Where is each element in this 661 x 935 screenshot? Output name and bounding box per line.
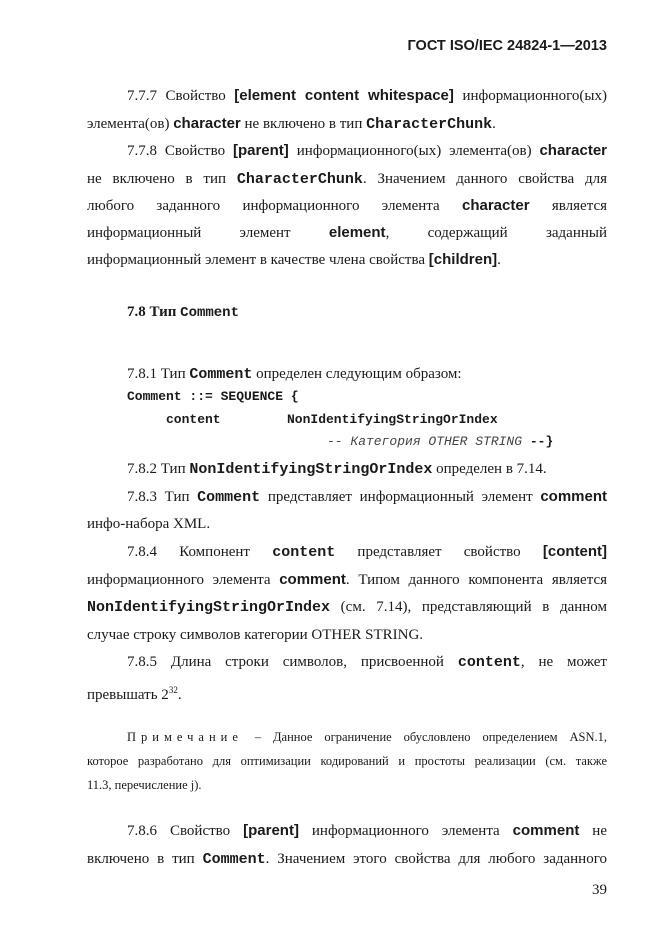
- term-comment: comment: [540, 488, 607, 505]
- text: 7.8.1 Тип: [127, 366, 190, 382]
- paragraph-7-8-4-line-3: [87, 597, 607, 617]
- type-name: Comment: [180, 305, 239, 321]
- note-line-3: 11.3, перечисление j).: [87, 778, 202, 792]
- heading-text: 7.8 Тип: [127, 304, 181, 320]
- text: .: [497, 252, 501, 268]
- note-text: – Данное ограничение обусловлено определением ASN.1,: [242, 730, 607, 744]
- text: 7.8.4 Компонент: [127, 544, 273, 560]
- text: элемента(ов): [87, 116, 174, 132]
- text: определен в 7.14.: [432, 461, 547, 477]
- text: представляет информационный элемент: [260, 489, 541, 505]
- text: 7.8.3 Тип: [127, 489, 198, 505]
- text: определен следующим образом:: [252, 366, 462, 382]
- text: 7.7.7 Свойство: [127, 88, 235, 104]
- text: информационный элемент в качестве члена свойства: [87, 252, 429, 268]
- exponent: 32: [168, 685, 178, 695]
- text: превышать 2: [87, 687, 169, 703]
- paragraph-7-8-4-line-4: случае строку символов категории OTHER STRING.: [87, 627, 424, 643]
- text: , не может: [520, 654, 607, 670]
- property-name: [element content whitespace]: [234, 87, 454, 104]
- text: не: [579, 823, 607, 839]
- paragraph-7-8-5-line-1: [127, 652, 607, 672]
- term-element: element: [328, 224, 386, 241]
- page-number: 39: [592, 882, 607, 898]
- text: 7.8.2 Тип: [127, 461, 190, 477]
- text: не включено в тип: [240, 116, 367, 132]
- paragraph-7-7-8-line-3: [87, 196, 607, 216]
- paragraph-7-7-8-line-1: [127, 141, 607, 161]
- text: включено в тип: [87, 851, 203, 867]
- paragraph-7-8-6-line-1: [127, 821, 607, 841]
- term-character: character: [173, 115, 241, 132]
- paragraph-7-7-7-line-2: [87, 114, 607, 135]
- paragraph-7-8-5-line-2: [87, 680, 607, 705]
- code-comment: -- Категория OTHER STRING: [327, 434, 523, 449]
- paragraph-7-7-8-line-2: [87, 169, 607, 189]
- property-name: [children]: [428, 251, 498, 268]
- text: информационного элемента: [87, 572, 280, 588]
- paragraph-7-8-4-line-1: [127, 542, 607, 562]
- text: , содержащий заданный: [385, 225, 607, 241]
- property-name: [parent]: [243, 822, 299, 839]
- type-name: NonIdentifyingStringOrIndex: [87, 599, 331, 616]
- text: информационный элемент: [87, 225, 329, 241]
- type-name: CharacterChunk: [366, 116, 493, 133]
- text: . Значением данного свойства для: [362, 171, 607, 187]
- code-close: --}: [522, 434, 554, 449]
- paragraph-7-7-8-line-4: [87, 223, 607, 243]
- type-name: NonIdentifyingStringOrIndex: [189, 461, 433, 478]
- code-comment-line: [327, 434, 553, 449]
- text: представляет свойство: [335, 544, 543, 560]
- note-line-1: [127, 728, 607, 746]
- code-field-type: NonIdentifyingStringOrIndex: [287, 412, 498, 427]
- paragraph-7-8-3-line-2: инфо-набора XML.: [87, 516, 211, 532]
- text: любого заданного информационного элемента: [87, 198, 462, 214]
- paragraph-7-8-6-line-2: [87, 849, 607, 869]
- text: . Типом данного компонента является: [345, 572, 607, 588]
- note-line-2: которое разработано для оптимизации кодирований и простоты реализации (см. также: [87, 754, 607, 768]
- term-content: content: [457, 654, 521, 671]
- type-name: CharacterChunk: [236, 171, 363, 188]
- code-line-1: Comment ::= SEQUENCE {: [127, 389, 299, 404]
- text: не включено в тип: [87, 171, 237, 187]
- term-comment: comment: [279, 571, 346, 588]
- text: является: [529, 198, 607, 214]
- code-field-name: content: [166, 412, 221, 427]
- text: 7.7.8 Свойство: [127, 143, 233, 159]
- text: .: [177, 687, 182, 703]
- type-name: Comment: [197, 489, 261, 506]
- note-label: Примечание: [127, 730, 243, 744]
- text: (см. 7.14), представляющий в данном: [330, 599, 607, 615]
- paragraph-7-8-4-line-2: [87, 570, 607, 590]
- term-content: content: [272, 544, 336, 561]
- paragraph-7-7-8-line-5: [87, 250, 607, 270]
- text: информационного(ых): [453, 88, 607, 104]
- property-name: [parent]: [232, 142, 289, 159]
- section-heading-7-8: [127, 304, 239, 321]
- text: 7.8.5 Длина строки символов, присвоенной: [127, 654, 458, 670]
- text: 7.8.6 Свойство: [127, 823, 244, 839]
- paragraph-7-8-2: [127, 459, 647, 480]
- paragraph-7-8-1: [127, 364, 647, 385]
- paragraph-7-7-7-line-1: [127, 86, 607, 106]
- document-header: ГОСТ ISO/IEC 24824-1—2013: [407, 38, 607, 54]
- term-character: character: [539, 142, 607, 159]
- text: информационного(ых) элемента(ов): [288, 143, 540, 159]
- type-name: Comment: [202, 851, 266, 868]
- text: информационного элемента: [298, 823, 513, 839]
- type-name: Comment: [189, 366, 253, 383]
- term-character: character: [462, 197, 530, 214]
- term-comment: comment: [512, 822, 580, 839]
- property-name: [content]: [542, 543, 607, 560]
- text: .: [492, 116, 496, 132]
- text: . Значением этого свойства для любого заданного: [265, 851, 607, 867]
- paragraph-7-8-3-line-1: [127, 487, 607, 507]
